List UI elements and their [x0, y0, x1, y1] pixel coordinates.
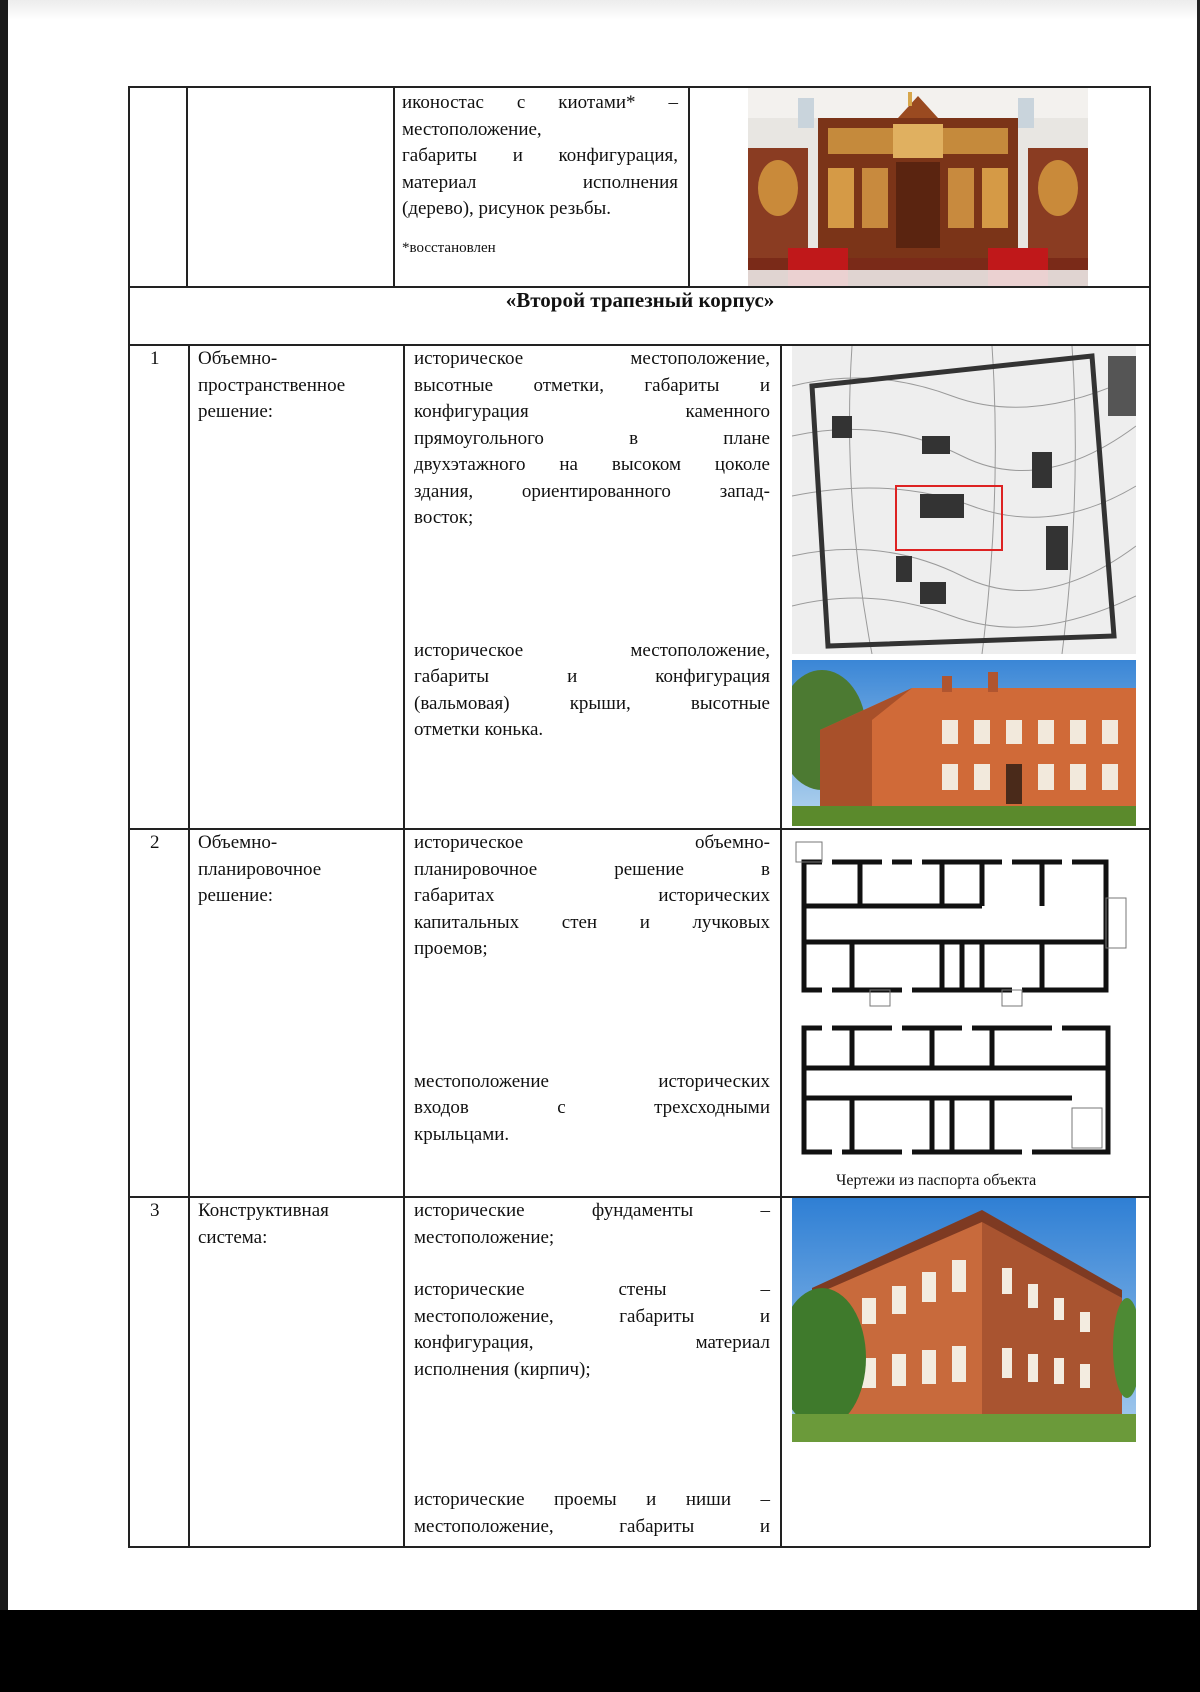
- section-title: «Второй трапезный корпус»: [505, 288, 775, 312]
- text-line: входов с трехсходными: [414, 1097, 770, 1118]
- text-line: крыльцами.: [414, 1123, 510, 1145]
- text-line: двухэтажного на высоком цоколе: [414, 454, 770, 475]
- text-line: габариты и конфигурация: [414, 666, 770, 687]
- text-line: здания, ориентированного запад-: [414, 480, 770, 502]
- text-line: Объемно-: [198, 832, 278, 853]
- row-name: [198, 830, 398, 910]
- iconostasis-photo: [748, 88, 1088, 286]
- text-line: проемов;: [414, 938, 488, 959]
- row-description: [414, 346, 770, 744]
- row-description: [414, 1198, 770, 1540]
- scan-bottom-bar: [0, 1610, 1200, 1692]
- text-line: капитальных стен и лучковых: [414, 911, 770, 933]
- text-line: Конструктивная: [198, 1200, 329, 1221]
- text-line: высотные отметки, габариты и: [414, 374, 770, 396]
- row-number: 2: [150, 832, 160, 853]
- text-line: планировочное решение в: [414, 858, 770, 880]
- text-line: отметки конька.: [414, 719, 544, 740]
- text-line: пространственное: [198, 374, 346, 396]
- text-line: историческое местоположение,: [414, 639, 770, 661]
- text-line: восток;: [414, 507, 474, 528]
- scan-top-shade: [0, 0, 1200, 20]
- scan-left-edge: [0, 0, 8, 1692]
- text-line: (вальмовая) крыши, высотные: [414, 692, 770, 714]
- text-line: местоположение,: [402, 118, 542, 140]
- text-line: решение:: [198, 885, 274, 906]
- top-row-description: [402, 90, 678, 261]
- floor-plan-drawings: [792, 838, 1132, 1160]
- text-line: иконостас с киотами* –: [402, 92, 678, 113]
- text-line: исторические стены –: [414, 1279, 770, 1300]
- row-description: [414, 830, 770, 1148]
- text-line: конфигурация каменного: [414, 401, 770, 422]
- text-line: исторические проемы и ниши –: [414, 1489, 770, 1510]
- text-line: местоположение исторических: [414, 1070, 770, 1092]
- text-line: историческое объемно-: [414, 832, 770, 853]
- text-line: планировочное: [198, 858, 322, 880]
- row-number: 3: [150, 1200, 160, 1221]
- text-line: местоположение, габариты и: [414, 1515, 770, 1537]
- drawings-caption: Чертежи из паспорта объекта: [836, 1172, 1037, 1189]
- row-number: 1: [150, 348, 160, 369]
- text-line: историческое местоположение,: [414, 348, 770, 369]
- text-line: исполнения (кирпич);: [414, 1358, 591, 1380]
- text-line: система:: [198, 1226, 268, 1248]
- text-line: решение:: [198, 401, 274, 422]
- text-line: прямоугольного в плане: [414, 427, 770, 449]
- building-photo-corner: [792, 1198, 1136, 1442]
- text-line: габаритах исторических: [414, 885, 770, 906]
- row-name: [198, 346, 398, 426]
- text-line: Объемно-: [198, 348, 278, 369]
- text-line: местоположение;: [414, 1226, 555, 1248]
- row-name: [198, 1198, 398, 1251]
- restored-note: *восстановлен: [402, 239, 496, 256]
- text-line: материал исполнения: [402, 171, 678, 193]
- text-line: конфигурация, материал: [414, 1332, 770, 1353]
- text-line: исторические фундаменты –: [414, 1200, 770, 1221]
- building-photo-roof: [792, 660, 1136, 826]
- site-plan-image: [792, 346, 1136, 654]
- text-line: местоположение, габариты и: [414, 1305, 770, 1327]
- text-line: (дерево), рисунок резьбы.: [402, 198, 612, 219]
- text-line: габариты и конфигурация,: [402, 145, 678, 166]
